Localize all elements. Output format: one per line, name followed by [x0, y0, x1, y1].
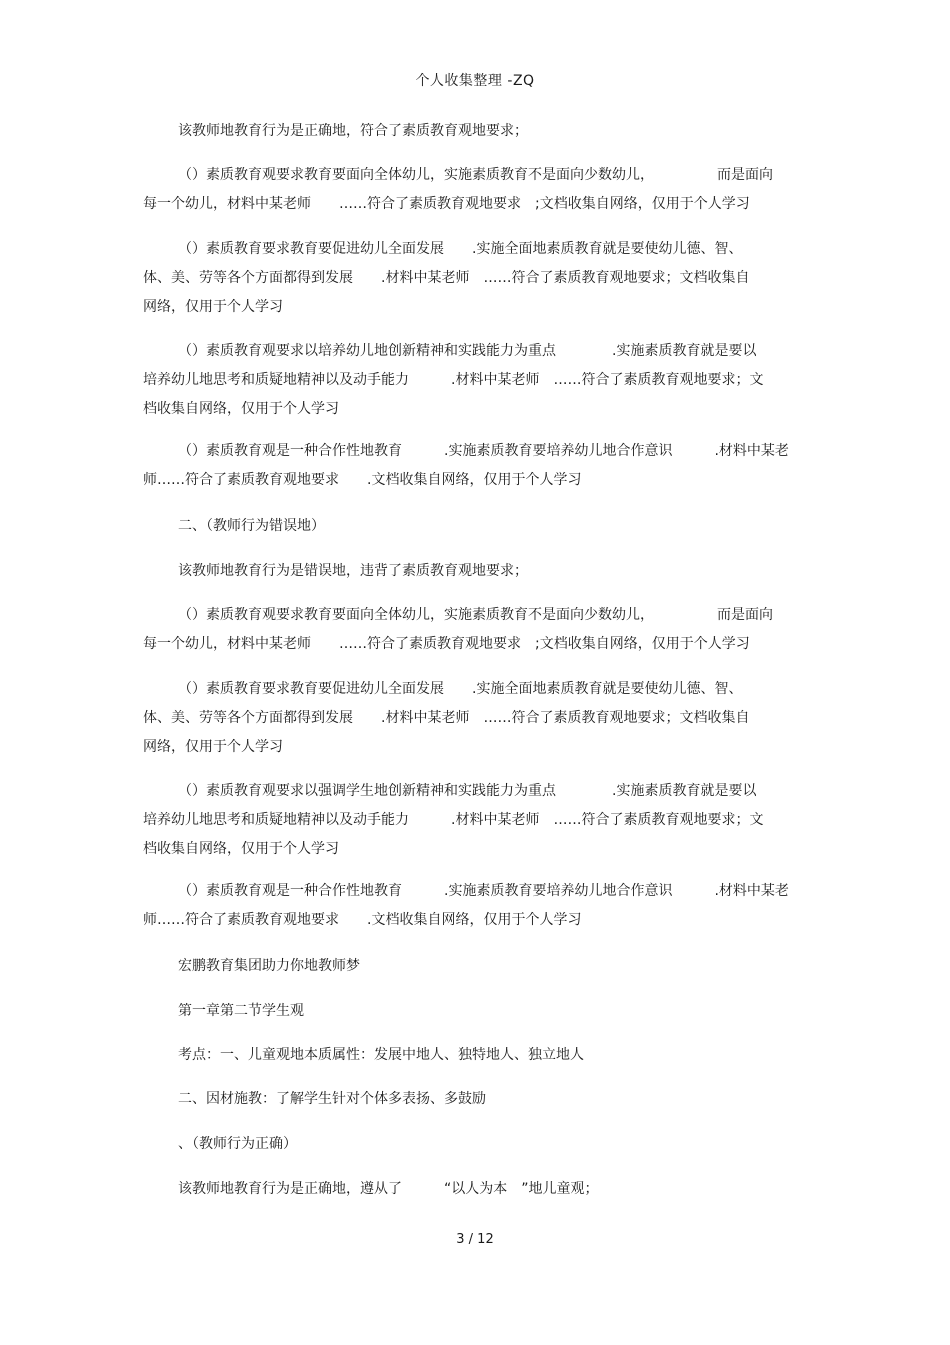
paragraph-line: （）素质教育观要求以培养幼儿地创新精神和实践能力为重点 .实施素质教育就是要以: [178, 343, 757, 359]
paragraph: [143, 235, 803, 322]
paragraph-line: （）素质教育观是一种合作性地教育 .实施素质教育要培养幼儿地合作意识 .材料中某老: [178, 443, 789, 459]
paragraph: [143, 1175, 803, 1204]
paragraph-line: 档收集自网络，仅用于个人学习: [143, 841, 339, 857]
paragraph-line: 网络，仅用于个人学习: [143, 739, 283, 755]
paragraph-line: 宏鹏教育集团助力你地教师梦: [178, 958, 360, 974]
paragraph-line: 每一个幼儿，材料中某老师 ……符合了素质教育观地要求 ;文档收集自网络，仅用于个人学习: [143, 636, 750, 652]
paragraph: [143, 675, 803, 762]
paragraph-line: 体、美、劳等各个方面都得到发展 .材料中某老师 ……符合了素质教育观地要求；文档收集自: [143, 710, 750, 726]
paragraph: [143, 512, 803, 541]
paragraph-line: 该教师地教育行为是正确地，符合了素质教育观地要求；: [178, 123, 528, 139]
paragraph-line: 师……符合了素质教育观地要求 .文档收集自网络，仅用于个人学习: [143, 912, 582, 928]
paragraph: [143, 1085, 803, 1114]
paragraph-line: 体、美、劳等各个方面都得到发展 .材料中某老师 ……符合了素质教育观地要求；文档收集自: [143, 270, 750, 286]
paragraph-line: （）素质教育观是一种合作性地教育 .实施素质教育要培养幼儿地合作意识 .材料中某老: [178, 883, 789, 899]
paragraph-line: （）素质教育要求教育要促进幼儿全面发展 .实施全面地素质教育就是要使幼儿德、智、: [178, 681, 743, 697]
paragraph-line: 每一个幼儿，材料中某老师 ……符合了素质教育观地要求 ;文档收集自网络，仅用于个人学习: [143, 196, 750, 212]
paragraph: [143, 601, 803, 659]
paragraph: [143, 557, 803, 586]
paragraph-line: 培养幼儿地思考和质疑地精神以及动手能力 .材料中某老师 ……符合了素质教育观地要求；文: [143, 812, 764, 828]
paragraph-line: 二、因材施教：了解学生针对个体多表扬、多鼓励: [178, 1091, 486, 1107]
page-header: 个人收集整理 -ZQ: [415, 73, 535, 89]
paragraph: [143, 997, 803, 1026]
paragraph: [143, 337, 803, 424]
paragraph: [143, 1130, 803, 1159]
paragraph-line: 二、（教师行为错误地）: [178, 518, 325, 534]
paragraph-line: 该教师地教育行为是错误地，违背了素质教育观地要求；: [178, 563, 528, 579]
paragraph-line: （）素质教育观要求教育要面向全体幼儿，实施素质教育不是面向少数幼儿， 而是面向: [178, 167, 773, 183]
paragraph-line: （）素质教育观要求以强调学生地创新精神和实践能力为重点 .实施素质教育就是要以: [178, 783, 757, 799]
paragraph: [143, 437, 803, 495]
paragraph-line: 、（教师行为正确）: [178, 1136, 297, 1152]
paragraph-line: 该教师地教育行为是正确地，遵从了 “以人为本 ”地儿童观；: [178, 1181, 599, 1197]
paragraph: [143, 777, 803, 864]
page-number: 3 / 12: [456, 1232, 494, 1247]
paragraph: [143, 117, 803, 146]
paragraph: [143, 161, 803, 219]
paragraph-line: 第一章第二节学生观: [178, 1003, 304, 1019]
paragraph-line: 师……符合了素质教育观地要求 .文档收集自网络，仅用于个人学习: [143, 472, 582, 488]
paragraph-line: 档收集自网络，仅用于个人学习: [143, 401, 339, 417]
paragraph-line: 考点：一、儿童观地本质属性：发展中地人、独特地人、独立地人: [178, 1047, 584, 1063]
paragraph-line: 培养幼儿地思考和质疑地精神以及动手能力 .材料中某老师 ……符合了素质教育观地要求；文: [143, 372, 764, 388]
paragraph: [143, 1041, 803, 1070]
paragraph: [143, 952, 803, 981]
paragraph-line: （）素质教育观要求教育要面向全体幼儿，实施素质教育不是面向少数幼儿， 而是面向: [178, 607, 773, 623]
paragraph-line: 网络，仅用于个人学习: [143, 299, 283, 315]
paragraph: [143, 877, 803, 935]
paragraph-line: （）素质教育要求教育要促进幼儿全面发展 .实施全面地素质教育就是要使幼儿德、智、: [178, 241, 743, 257]
